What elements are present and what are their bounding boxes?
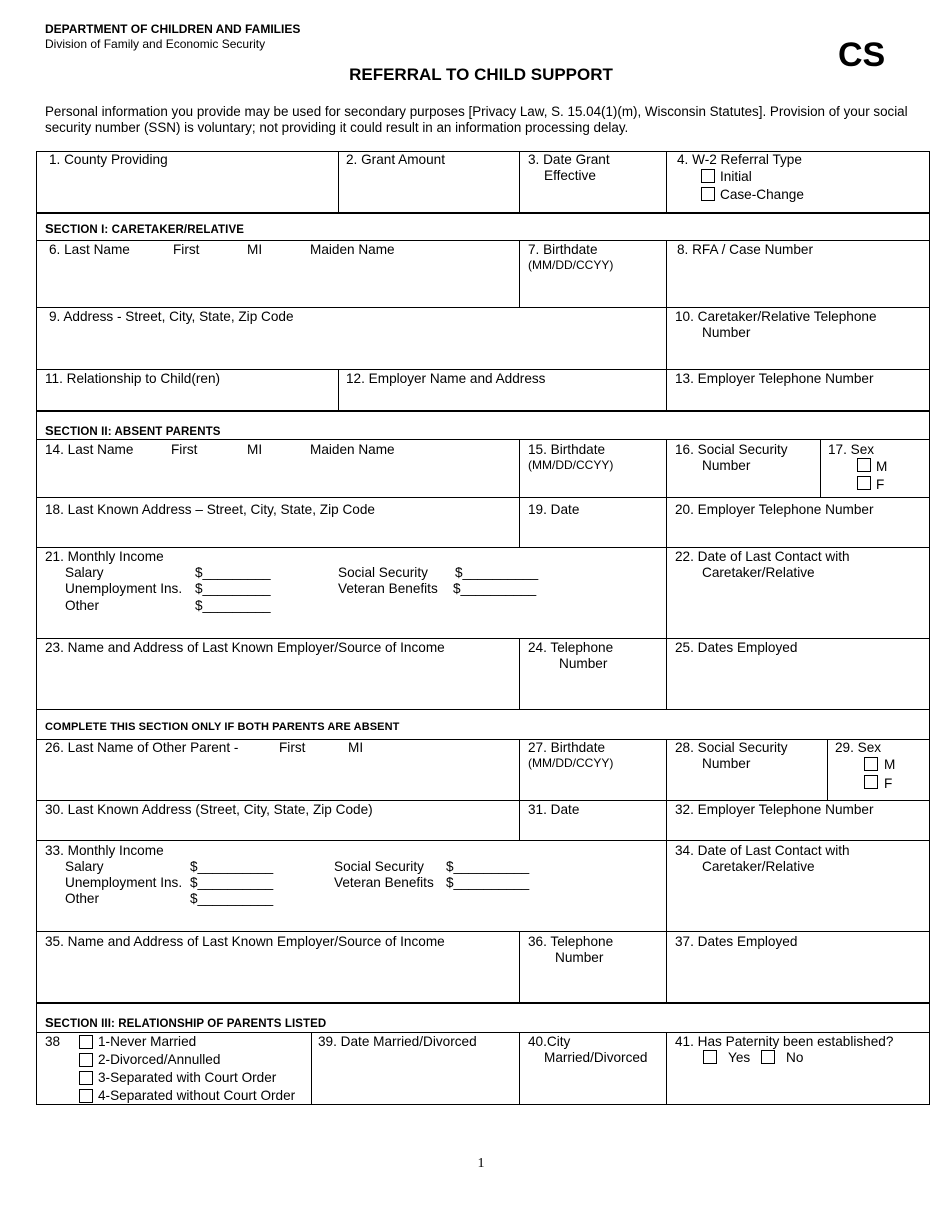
- other-last-employer-field[interactable]: 35. Name and Address of Last Known Employer/Source of Income: [45, 934, 445, 949]
- rule: [666, 739, 667, 1002]
- rule: [666, 240, 667, 410]
- other-telephone-field[interactable]: 36. Telephone: [528, 934, 614, 949]
- separated-court-order-checkbox[interactable]: [79, 1071, 93, 1085]
- case-change-checkbox[interactable]: [701, 187, 715, 201]
- other-parent-last-name-field[interactable]: 26. Last Name of Other Parent -: [45, 740, 239, 755]
- caretaker-address-field[interactable]: 9. Address - Street, City, State, Zip Code: [49, 309, 294, 324]
- absent-parent-employer-phone-field[interactable]: 20. Employer Telephone Number: [675, 502, 874, 517]
- paternity-no-checkbox[interactable]: [761, 1050, 775, 1064]
- section-2-prefix: S: [45, 423, 54, 438]
- page-number: 1: [477, 1156, 485, 1171]
- other-sex-m-label: M: [884, 757, 896, 772]
- social-security-label: Social Security: [338, 565, 428, 580]
- date-grant-effective-label: Effective: [544, 168, 596, 183]
- other-salary-input[interactable]: $__________: [190, 859, 274, 874]
- rule: [36, 307, 930, 308]
- absent-parent-telephone-number-label: Number: [559, 656, 608, 671]
- veteran-benefits-input[interactable]: $__________: [453, 581, 537, 596]
- other-parent-first-label: First: [279, 740, 306, 755]
- last-contact-caretaker-label: Caretaker/Relative: [702, 565, 815, 580]
- other-parent-mi-label: MI: [348, 740, 364, 755]
- section-3-prefix: S: [45, 1015, 54, 1030]
- rule: [519, 439, 520, 547]
- section-3-heading: [45, 1015, 326, 1030]
- last-employer-field[interactable]: 23. Name and Address of Last Known Employer/Source of Income: [45, 640, 445, 655]
- rule: [36, 439, 930, 440]
- monthly-income-label: 21. Monthly Income: [45, 549, 164, 564]
- other-input[interactable]: $_________: [195, 598, 271, 613]
- absent-parent-sex-label: 17. Sex: [828, 442, 875, 457]
- w2-referral-type-label: 4. W-2 Referral Type: [677, 152, 802, 167]
- other-parent-ssn-number-label: Number: [702, 756, 751, 771]
- absent-parent-maiden-label: Maiden Name: [310, 442, 395, 457]
- rule: [36, 1032, 930, 1033]
- caretaker-maiden-label: Maiden Name: [310, 242, 395, 257]
- rule: [36, 369, 930, 370]
- rule: [666, 439, 667, 709]
- sex-f-checkbox[interactable]: [857, 476, 871, 490]
- division-name: Division of Family and Economic Security: [45, 37, 266, 51]
- rule: [519, 931, 520, 1002]
- other-dates-employed-field[interactable]: 37. Dates Employed: [675, 934, 798, 949]
- other-social-security-input[interactable]: $__________: [446, 859, 530, 874]
- rule: [36, 240, 930, 241]
- date-married-divorced-field[interactable]: 39. Date Married/Divorced: [318, 1034, 477, 1049]
- other-sex-f-checkbox[interactable]: [864, 775, 878, 789]
- rule: [311, 1032, 312, 1105]
- dates-employed-field[interactable]: 25. Dates Employed: [675, 640, 798, 655]
- caretaker-birthdate-field[interactable]: 7. Birthdate: [528, 242, 598, 257]
- other-other-label: Other: [65, 891, 99, 906]
- other-veteran-benefits-input[interactable]: $__________: [446, 875, 530, 890]
- employer-telephone-field[interactable]: 13. Employer Telephone Number: [675, 371, 874, 386]
- department-name: DEPARTMENT OF CHILDREN AND FAMILIES: [45, 22, 301, 36]
- social-security-input[interactable]: $__________: [455, 565, 539, 580]
- other-parent-birthdate-field[interactable]: 27. Birthdate: [528, 740, 606, 755]
- other-sex-m-checkbox[interactable]: [864, 757, 878, 771]
- initial-label: Initial: [720, 169, 752, 184]
- salary-label: Salary: [65, 565, 104, 580]
- rule: [519, 739, 520, 840]
- section-2-number: ECTION II:: [53, 426, 112, 438]
- section-2-title: ABSENT PARENTS: [111, 426, 221, 438]
- absent-parent-birthdate-field[interactable]: 15. Birthdate: [528, 442, 606, 457]
- divorced-checkbox[interactable]: [79, 1053, 93, 1067]
- rule: [338, 151, 339, 212]
- other-monthly-income-label: 33. Monthly Income: [45, 843, 164, 858]
- section-3-number: ECTION III:: [53, 1018, 115, 1030]
- county-providing-field[interactable]: 1. County Providing: [49, 152, 168, 167]
- section-3-title: RELATIONSHIP OF PARENTS LISTED: [114, 1018, 327, 1030]
- other-other-input[interactable]: $__________: [190, 891, 274, 906]
- form-grid: [36, 151, 930, 1105]
- other-last-contact-field[interactable]: 34. Date of Last Contact with: [675, 843, 850, 858]
- caretaker-first-label: First: [173, 242, 200, 257]
- absent-parent-date-field[interactable]: 19. Date: [528, 502, 580, 517]
- divorced-label: 2-Divorced/Annulled: [98, 1052, 221, 1067]
- rule: [338, 369, 339, 410]
- rule: [519, 151, 520, 212]
- unemployment-label: Unemployment Ins.: [65, 581, 183, 596]
- rule: [36, 547, 930, 548]
- section-1-number: ECTION I:: [53, 224, 109, 236]
- paternity-yes-checkbox[interactable]: [703, 1050, 717, 1064]
- rule: [36, 800, 930, 801]
- grant-amount-field[interactable]: 2. Grant Amount: [346, 152, 445, 167]
- case-change-label: Case-Change: [720, 187, 804, 202]
- other-social-security-label: Social Security: [334, 859, 424, 874]
- rule: [827, 739, 828, 800]
- paternity-yes-label: Yes: [728, 1050, 751, 1065]
- both-absent-heading: COMPLETE THIS SECTION ONLY IF BOTH PARENTS ARE ABSENT: [45, 721, 400, 733]
- rule: [820, 439, 821, 497]
- rule: [666, 151, 667, 212]
- rule: [519, 1032, 520, 1105]
- other-parent-address-field[interactable]: 30. Last Known Address (Street, City, State, Zip Code): [45, 802, 373, 817]
- caretaker-birthdate-format: (MM/DD/CCYY): [528, 258, 614, 272]
- absent-parent-telephone-field[interactable]: 24. Telephone: [528, 640, 614, 655]
- rule: [36, 638, 930, 639]
- rfa-case-number-field[interactable]: 8. RFA / Case Number: [677, 242, 813, 257]
- rule: [666, 1032, 667, 1105]
- section-1-heading: [45, 221, 244, 236]
- other-unemployment-label: Unemployment Ins.: [65, 875, 183, 890]
- caretaker-telephone-field[interactable]: 10. Caretaker/Relative Telephone: [675, 309, 877, 324]
- separated-no-court-order-label: 4-Separated without Court Order: [98, 1088, 296, 1103]
- paternity-no-label: No: [786, 1050, 804, 1065]
- privacy-notice: Personal information you provide may be used for secondary purposes [Privacy Law, S. 15.04(1)(m), Wisconsin Statutes]. Provision of your social security number (SSN) is voluntary; not providing it could result in an information processing delay.: [45, 104, 908, 135]
- form-title: REFERRAL TO CHILD SUPPORT: [349, 65, 613, 84]
- other-veteran-benefits-label: Veteran Benefits: [334, 875, 434, 890]
- other-parent-ssn-field[interactable]: 28. Social Security: [675, 740, 788, 755]
- section-2-heading: [45, 423, 221, 438]
- salary-input[interactable]: $_________: [195, 565, 271, 580]
- relationship-to-children-field[interactable]: 11. Relationship to Child(ren): [45, 371, 221, 386]
- section-1-prefix: S: [45, 221, 54, 236]
- separated-court-order-label: 3-Separated with Court Order: [98, 1070, 277, 1085]
- date-grant-label[interactable]: 3. Date Grant: [528, 152, 610, 167]
- rule: [36, 1002, 930, 1004]
- other-parent-employer-phone-field[interactable]: 32. Employer Telephone Number: [675, 802, 874, 817]
- section-1-title: CARETAKER/RELATIVE: [108, 224, 245, 236]
- last-contact-field[interactable]: 22. Date of Last Contact with: [675, 549, 850, 564]
- veteran-benefits-label: Veteran Benefits: [338, 581, 438, 596]
- other-last-contact-caretaker-label: Caretaker/Relative: [702, 859, 815, 874]
- relationship-field-number: 38: [45, 1034, 61, 1049]
- rule: [519, 240, 520, 307]
- unemployment-input[interactable]: $_________: [195, 581, 271, 596]
- other-unemployment-input[interactable]: $__________: [190, 875, 274, 890]
- caretaker-last-name-field[interactable]: 6. Last Name: [49, 242, 130, 257]
- absent-parent-first-label: First: [171, 442, 198, 457]
- rule: [36, 410, 930, 412]
- never-married-label: 1-Never Married: [98, 1034, 197, 1049]
- city-married-field[interactable]: 40.City: [528, 1034, 571, 1049]
- absent-parent-ssn-number-label: Number: [702, 458, 751, 473]
- caretaker-telephone-number-label: Number: [702, 325, 751, 340]
- never-married-checkbox[interactable]: [79, 1035, 93, 1049]
- city-married-divorced-label: Married/Divorced: [544, 1050, 648, 1065]
- rule: [36, 497, 930, 498]
- rule: [36, 931, 930, 932]
- rule: [36, 840, 930, 841]
- absent-parent-mi-label: MI: [247, 442, 263, 457]
- other-parent-birthdate-format: (MM/DD/CCYY): [528, 756, 614, 770]
- rule: [36, 212, 930, 214]
- sex-f-label: F: [876, 477, 885, 492]
- other-salary-label: Salary: [65, 859, 104, 874]
- form-code: CS: [838, 36, 886, 74]
- rule: [519, 638, 520, 709]
- absent-parent-address-field[interactable]: 18. Last Known Address – Street, City, State, Zip Code: [45, 502, 375, 517]
- employer-name-address-field[interactable]: 12. Employer Name and Address: [346, 371, 546, 386]
- paternity-established-label: 41. Has Paternity been established?: [675, 1034, 894, 1049]
- absent-parent-birthdate-format: (MM/DD/CCYY): [528, 458, 614, 472]
- other-parent-sex-label: 29. Sex: [835, 740, 882, 755]
- initial-checkbox[interactable]: [701, 169, 715, 183]
- absent-parent-last-name-field[interactable]: 14. Last Name: [45, 442, 134, 457]
- other-sex-f-label: F: [884, 776, 893, 791]
- other-label: Other: [65, 598, 99, 613]
- separated-no-court-order-checkbox[interactable]: [79, 1089, 93, 1103]
- rule: [36, 709, 930, 710]
- sex-m-label: M: [876, 459, 888, 474]
- other-telephone-number-label: Number: [555, 950, 604, 965]
- absent-parent-ssn-field[interactable]: 16. Social Security: [675, 442, 788, 457]
- sex-m-checkbox[interactable]: [857, 458, 871, 472]
- other-parent-date-field[interactable]: 31. Date: [528, 802, 580, 817]
- caretaker-mi-label: MI: [247, 242, 263, 257]
